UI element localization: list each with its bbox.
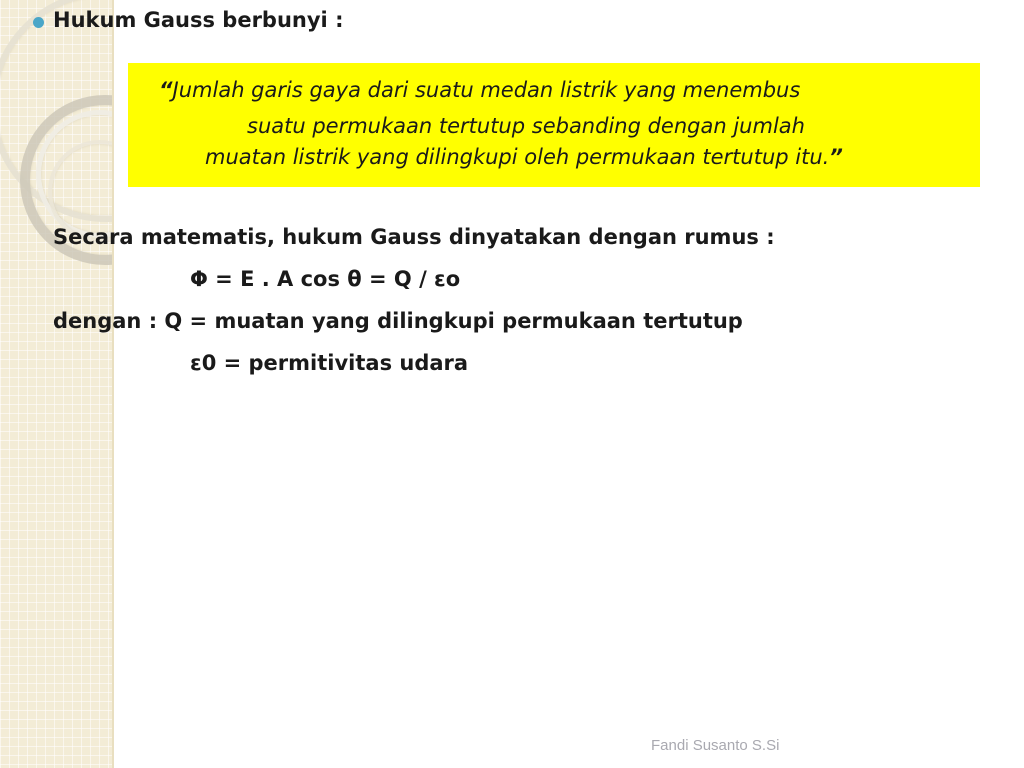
gauss-formula: Φ = E . A cos θ = Q / εo	[190, 267, 461, 291]
slide-heading: Hukum Gauss berbunyi :	[53, 8, 344, 32]
quote-text-3: muatan listrik yang dilingkupi oleh permukaan tertutup itu.	[205, 145, 830, 169]
side-panel-edge	[112, 0, 114, 768]
quote-line-1	[159, 78, 800, 102]
bullet-icon	[33, 17, 44, 28]
quote-line-3	[205, 145, 843, 169]
definition-epsilon: ε0 = permitivitas udara	[190, 351, 469, 375]
decorative-side-panel	[0, 0, 112, 768]
quote-line-2: suatu permukaan tertutup sebanding dengan jumlah	[247, 114, 805, 138]
formula-intro: Secara matematis, hukum Gauss dinyatakan dengan rumus :	[53, 225, 775, 249]
quote-text-1: Jumlah garis gaya dari suatu medan listrik yang menembus	[172, 78, 801, 102]
definition-q: dengan : Q = muatan yang dilingkupi permukaan tertutup	[53, 309, 743, 333]
open-quote-mark: “	[159, 78, 173, 102]
close-quote-mark: ”	[829, 145, 843, 169]
quote-box	[128, 63, 980, 187]
footer-author: Fandi Susanto S.Si	[651, 737, 780, 754]
